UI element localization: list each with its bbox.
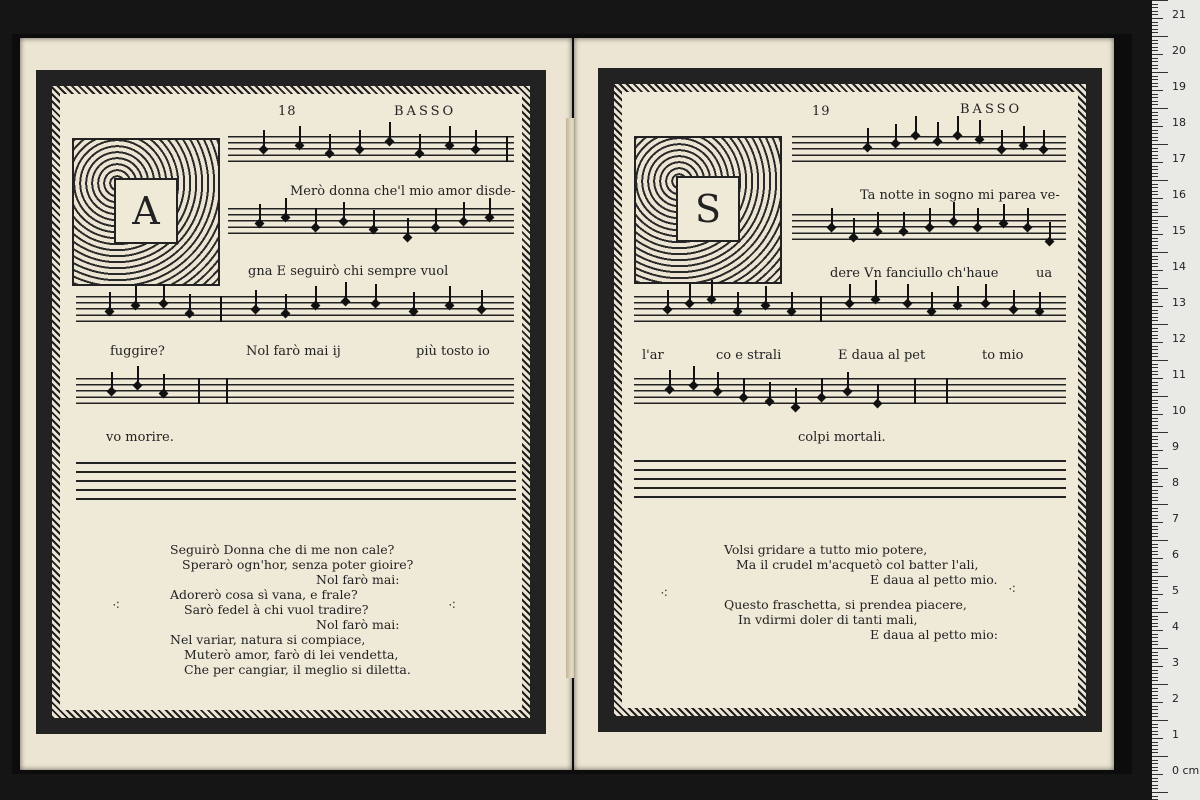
verse-line: Ma il crudel m'acquetò col batter l'ali,	[736, 557, 979, 572]
ruler-tick	[1152, 432, 1168, 433]
verse-line: Seguirò Donna che di me non cale?	[170, 542, 395, 557]
ruler-tick	[1152, 4, 1158, 5]
ruler-tick	[1152, 475, 1158, 476]
ruler-tick	[1152, 565, 1158, 566]
left-page	[20, 38, 572, 770]
ruler-tick	[1152, 144, 1168, 145]
ruler-tick	[1152, 173, 1158, 174]
ruler-number: 8	[1172, 476, 1179, 489]
ruler-tick	[1152, 536, 1158, 537]
ruler-tick	[1152, 713, 1158, 714]
ruler-tick	[1152, 335, 1158, 336]
ruler-tick	[1152, 684, 1168, 685]
ruler-tick	[1152, 760, 1158, 761]
ruler-tick	[1152, 439, 1158, 440]
ruler-tick	[1152, 155, 1158, 156]
ruler-tick	[1152, 331, 1158, 332]
ruler-tick	[1152, 511, 1158, 512]
lyric-line: fuggire?	[110, 344, 165, 359]
ruler-tick	[1152, 72, 1168, 73]
ruler-tick	[1152, 292, 1158, 293]
ruler-tick	[1152, 540, 1168, 541]
ruler-tick	[1152, 500, 1158, 501]
ruler-number: 3	[1172, 656, 1179, 669]
music-staff	[76, 378, 514, 404]
ruler-tick	[1152, 623, 1158, 624]
ruler-tick	[1152, 630, 1163, 631]
ruler-tick	[1152, 86, 1158, 87]
ruler-tick	[1152, 655, 1158, 656]
ruler-tick	[1152, 508, 1158, 509]
ruler-tick	[1152, 324, 1168, 325]
ruler-tick	[1152, 569, 1158, 570]
verse-line: E daua al petto mio:	[870, 627, 998, 642]
ruler-tick	[1152, 662, 1158, 663]
ruler-tick	[1152, 126, 1163, 127]
ruler-number: 12	[1172, 332, 1186, 345]
ruler-tick	[1152, 691, 1158, 692]
ruler-tick	[1152, 572, 1158, 573]
ruler-tick	[1152, 238, 1158, 239]
empty-staff	[634, 460, 1066, 498]
ruler-tick	[1152, 554, 1158, 555]
ruler-tick	[1152, 317, 1158, 318]
ruler-tick	[1152, 194, 1158, 195]
ruler-tick	[1152, 65, 1158, 66]
ruler-number: 5	[1172, 584, 1179, 597]
verse-line: Adorerò cosa sì vana, e frale?	[170, 587, 358, 602]
ruler-tick	[1152, 220, 1158, 221]
ruler-tick	[1152, 22, 1158, 23]
ruler-tick	[1152, 133, 1158, 134]
ruler-tick	[1152, 58, 1158, 59]
ruler-tick	[1152, 702, 1163, 703]
ruler-tick	[1152, 688, 1158, 689]
ruler-tick	[1152, 752, 1158, 753]
ruler-tick	[1152, 709, 1158, 710]
ruler-tick	[1152, 191, 1158, 192]
ruler-tick	[1152, 558, 1163, 559]
ruler-number: 7	[1172, 512, 1179, 525]
ruler-tick	[1152, 493, 1158, 494]
ruler-tick	[1152, 698, 1158, 699]
ruler-tick	[1152, 36, 1168, 37]
ruler-tick	[1152, 421, 1158, 422]
lyric-line: to mio	[982, 348, 1024, 363]
ruler-tick	[1152, 281, 1158, 282]
ruler-tick	[1152, 608, 1158, 609]
lyric-line: Merò donna che'l mio amor disde-	[290, 184, 516, 199]
ruler-tick	[1152, 180, 1168, 181]
ruler-unit: 0 cm	[1172, 764, 1200, 777]
ruler-tick	[1152, 774, 1163, 775]
ruler-tick	[1152, 407, 1158, 408]
ruler-tick	[1152, 0, 1168, 1]
ruler-tick	[1152, 234, 1163, 235]
lyric-line: Ta notte in sogno mi parea ve-	[860, 188, 1060, 203]
ruler-tick	[1152, 601, 1158, 602]
measuring-ruler	[1152, 0, 1200, 800]
ruler-number: 4	[1172, 620, 1179, 633]
ruler-tick	[1152, 76, 1158, 77]
ruler-tick	[1152, 25, 1158, 26]
ruler-tick	[1152, 648, 1168, 649]
ornament-dots: ⁖	[1008, 582, 1017, 598]
ruler-tick	[1152, 245, 1158, 246]
ruler-tick	[1152, 353, 1158, 354]
ruler-tick	[1152, 119, 1158, 120]
ruler-tick	[1152, 788, 1158, 789]
ruler-tick	[1152, 252, 1168, 253]
ruler-tick	[1152, 270, 1163, 271]
ruler-tick	[1152, 436, 1158, 437]
ruler-number: 2	[1172, 692, 1179, 705]
ruler-tick	[1152, 274, 1158, 275]
ruler-tick	[1152, 115, 1158, 116]
ruler-tick	[1152, 443, 1158, 444]
ruler-number: 1	[1172, 728, 1179, 741]
ruler-number: 15	[1172, 224, 1186, 237]
part-name: BASSO	[960, 102, 1023, 117]
lyric-line: co e strali	[716, 348, 782, 363]
ruler-tick	[1152, 50, 1158, 51]
ruler-tick	[1152, 166, 1158, 167]
ruler-tick	[1152, 637, 1158, 638]
ruler-tick	[1152, 101, 1158, 102]
ruler-tick	[1152, 112, 1158, 113]
ruler-tick	[1152, 310, 1158, 311]
ruler-tick	[1152, 169, 1158, 170]
ruler-tick	[1152, 288, 1168, 289]
ruler-tick	[1152, 515, 1158, 516]
ruler-tick	[1152, 148, 1158, 149]
ruler-tick	[1152, 796, 1158, 797]
ruler-tick	[1152, 230, 1158, 231]
ruler-tick	[1152, 587, 1158, 588]
ruler-tick	[1152, 677, 1158, 678]
empty-staff	[76, 462, 516, 500]
lyric-line: Nol farò mai ij	[246, 344, 341, 359]
ruler-tick	[1152, 320, 1158, 321]
ruler-tick	[1152, 40, 1158, 41]
page-number: 18	[278, 104, 297, 119]
ruler-tick	[1152, 263, 1158, 264]
ruler-tick	[1152, 216, 1168, 217]
ruler-tick	[1152, 382, 1158, 383]
ruler-tick	[1152, 32, 1158, 33]
ruler-tick	[1152, 461, 1158, 462]
ruler-tick	[1152, 346, 1158, 347]
verse-line: In vdirmi doler di tanti mali,	[738, 612, 918, 627]
lyric-line: gna E seguirò chi sempre vuol	[248, 264, 449, 279]
page-number: 19	[812, 104, 831, 119]
ruler-tick	[1152, 641, 1158, 642]
ruler-tick	[1152, 598, 1158, 599]
ruler-tick	[1152, 18, 1163, 19]
ruler-tick	[1152, 140, 1158, 141]
part-name: BASSO	[394, 104, 457, 119]
ruler-tick	[1152, 342, 1163, 343]
verse-line: E daua al petto mio.	[870, 572, 998, 587]
ruler-tick	[1152, 652, 1158, 653]
ruler-tick	[1152, 583, 1158, 584]
ruler-tick	[1152, 61, 1158, 62]
ruler-tick	[1152, 212, 1158, 213]
ruler-tick	[1152, 356, 1158, 357]
ruler-tick	[1152, 79, 1158, 80]
verse-line: Muterò amor, farò di lei vendetta,	[184, 647, 399, 662]
ruler-tick	[1152, 360, 1168, 361]
ruler-tick	[1152, 644, 1158, 645]
ruler-tick	[1152, 562, 1158, 563]
ruler-tick	[1152, 302, 1158, 303]
ruler-tick	[1152, 29, 1158, 30]
ruler-tick	[1152, 54, 1163, 55]
ruler-tick	[1152, 745, 1158, 746]
ruler-tick	[1152, 414, 1163, 415]
ruler-tick	[1152, 616, 1158, 617]
ruler-tick	[1152, 328, 1158, 329]
ruler-tick	[1152, 371, 1158, 372]
initial-letter: A	[114, 178, 178, 244]
ruler-tick	[1152, 738, 1163, 739]
ruler-tick	[1152, 184, 1158, 185]
ruler-tick	[1152, 47, 1158, 48]
ruler-tick	[1152, 259, 1158, 260]
ruler-tick	[1152, 731, 1158, 732]
ruler-tick	[1152, 108, 1168, 109]
ruler-number: 11	[1172, 368, 1186, 381]
ruler-number: 10	[1172, 404, 1186, 417]
ruler-tick	[1152, 428, 1158, 429]
ruler-tick	[1152, 227, 1158, 228]
ruler-tick	[1152, 785, 1158, 786]
ruler-number: 18	[1172, 116, 1186, 129]
ruler-tick	[1152, 792, 1168, 793]
verse-line: Questo fraschetta, si prendea piacere,	[724, 597, 967, 612]
ruler-tick	[1152, 223, 1158, 224]
ornament-dots: ⁖	[448, 598, 457, 614]
ruler-tick	[1152, 14, 1158, 15]
ornament-dots: ⁖	[660, 586, 669, 602]
ruler-tick	[1152, 490, 1158, 491]
ruler-tick	[1152, 389, 1158, 390]
ruler-tick	[1152, 403, 1158, 404]
ruler-tick	[1152, 295, 1158, 296]
ruler-tick	[1152, 680, 1158, 681]
ruler-tick	[1152, 450, 1163, 451]
ruler-tick	[1152, 576, 1168, 577]
ruler-tick	[1152, 256, 1158, 257]
ruler-tick	[1152, 364, 1158, 365]
verse-line: Sperarò ogn'hor, senza poter gioire?	[182, 557, 414, 572]
ruler-tick	[1152, 590, 1158, 591]
ruler-tick	[1152, 374, 1158, 375]
lyric-line: dere Vn fanciullo ch'haue	[830, 266, 999, 281]
ruler-number: 13	[1172, 296, 1186, 309]
ruler-tick	[1152, 529, 1158, 530]
ruler-tick	[1152, 727, 1158, 728]
ruler-tick	[1152, 187, 1158, 188]
ruler-tick	[1152, 202, 1158, 203]
ruler-tick	[1152, 446, 1158, 447]
ruler-tick	[1152, 533, 1158, 534]
ruler-tick	[1152, 482, 1158, 483]
ruler-tick	[1152, 378, 1163, 379]
ornament-dots: ⁖	[112, 598, 121, 614]
ruler-tick	[1152, 472, 1158, 473]
ruler-tick	[1152, 68, 1158, 69]
ruler-tick	[1152, 605, 1158, 606]
ruler-tick	[1152, 457, 1158, 458]
ruler-tick	[1152, 749, 1158, 750]
ruler-tick	[1152, 670, 1158, 671]
ruler-tick	[1152, 130, 1158, 131]
ruler-number: 14	[1172, 260, 1186, 273]
ruler-number: 17	[1172, 152, 1186, 165]
ruler-tick	[1152, 11, 1158, 12]
ruler-tick	[1152, 277, 1158, 278]
ruler-tick	[1152, 580, 1158, 581]
ruler-tick	[1152, 673, 1158, 674]
right-page	[574, 38, 1114, 770]
ruler-tick	[1152, 716, 1158, 717]
ruler-tick	[1152, 767, 1158, 768]
ruler-tick	[1152, 778, 1158, 779]
ruler-tick	[1152, 742, 1158, 743]
verse-line: Che per cangiar, il meglio si diletta.	[184, 662, 411, 677]
ruler-tick	[1152, 497, 1158, 498]
ruler-tick	[1152, 551, 1158, 552]
ruler-tick	[1152, 418, 1158, 419]
lyric-line: più tosto io	[416, 344, 490, 359]
decorated-initial	[634, 136, 782, 284]
ruler-tick	[1152, 454, 1158, 455]
ruler-tick	[1152, 612, 1168, 613]
ruler-tick	[1152, 338, 1158, 339]
ruler-tick	[1152, 522, 1163, 523]
ruler-tick	[1152, 659, 1158, 660]
ruler-tick	[1152, 266, 1158, 267]
ruler-tick	[1152, 734, 1158, 735]
ruler-number: 9	[1172, 440, 1179, 453]
verse-line: Volsi gridare a tutto mio potere,	[724, 542, 928, 557]
ruler-tick	[1152, 410, 1158, 411]
lyric-line: colpi mortali.	[798, 430, 886, 445]
ruler-tick	[1152, 90, 1163, 91]
ruler-tick	[1152, 176, 1158, 177]
ruler-tick	[1152, 205, 1158, 206]
decorated-initial	[72, 138, 220, 286]
ruler-tick	[1152, 299, 1158, 300]
ruler-tick	[1152, 479, 1158, 480]
ruler-tick	[1152, 248, 1158, 249]
ruler-tick	[1152, 781, 1158, 782]
ruler-tick	[1152, 770, 1158, 771]
ruler-tick	[1152, 695, 1158, 696]
ruler-tick	[1152, 97, 1158, 98]
ruler-number: 19	[1172, 80, 1186, 93]
ruler-tick	[1152, 158, 1158, 159]
ruler-tick	[1152, 594, 1163, 595]
ruler-tick	[1152, 756, 1168, 757]
ruler-number: 6	[1172, 548, 1179, 561]
ruler-tick	[1152, 385, 1158, 386]
ruler-tick	[1152, 504, 1168, 505]
verse-line: Nel variar, natura si compiace,	[170, 632, 366, 647]
ruler-tick	[1152, 313, 1158, 314]
ruler-tick	[1152, 83, 1158, 84]
ruler-tick	[1152, 400, 1158, 401]
ruler-tick	[1152, 425, 1158, 426]
ruler-tick	[1152, 122, 1158, 123]
ruler-tick	[1152, 526, 1158, 527]
ruler-tick	[1152, 724, 1158, 725]
ruler-tick	[1152, 706, 1158, 707]
ruler-tick	[1152, 486, 1163, 487]
initial-letter: S	[676, 176, 740, 242]
ruler-tick	[1152, 396, 1168, 397]
verse-line: Sarò fedel à chi vuol tradire?	[184, 602, 369, 617]
ruler-tick	[1152, 162, 1163, 163]
ruler-tick	[1152, 94, 1158, 95]
ruler-tick	[1152, 626, 1158, 627]
lyric-line: E daua al pet	[838, 348, 926, 363]
ruler-tick	[1152, 763, 1158, 764]
ruler-tick	[1152, 619, 1158, 620]
ruler-tick	[1152, 198, 1163, 199]
ruler-tick	[1152, 241, 1158, 242]
ruler-tick	[1152, 544, 1158, 545]
ruler-tick	[1152, 349, 1158, 350]
verse-line: Nol farò mai:	[316, 572, 400, 587]
lyric-line: l'ar	[642, 348, 664, 363]
ruler-tick	[1152, 367, 1158, 368]
ruler-tick	[1152, 43, 1158, 44]
ruler-tick	[1152, 468, 1168, 469]
ruler-number: 20	[1172, 44, 1186, 57]
ruler-tick	[1152, 137, 1158, 138]
ruler-tick	[1152, 306, 1163, 307]
ruler-tick	[1152, 151, 1158, 152]
ruler-tick	[1152, 518, 1158, 519]
ruler-number: 16	[1172, 188, 1186, 201]
ruler-tick	[1152, 464, 1158, 465]
ruler-tick	[1152, 666, 1163, 667]
ruler-tick	[1152, 634, 1158, 635]
ruler-tick	[1152, 720, 1168, 721]
ruler-tick	[1152, 392, 1158, 393]
ruler-tick	[1152, 7, 1158, 8]
lyric-line: vo morire.	[106, 430, 174, 445]
ruler-tick	[1152, 209, 1158, 210]
ruler-tick	[1152, 104, 1158, 105]
verse-line: Nol farò mai:	[316, 617, 400, 632]
ruler-number: 21	[1172, 8, 1186, 21]
lyric-line: ua	[1036, 266, 1053, 281]
ruler-tick	[1152, 547, 1158, 548]
ruler-tick	[1152, 284, 1158, 285]
